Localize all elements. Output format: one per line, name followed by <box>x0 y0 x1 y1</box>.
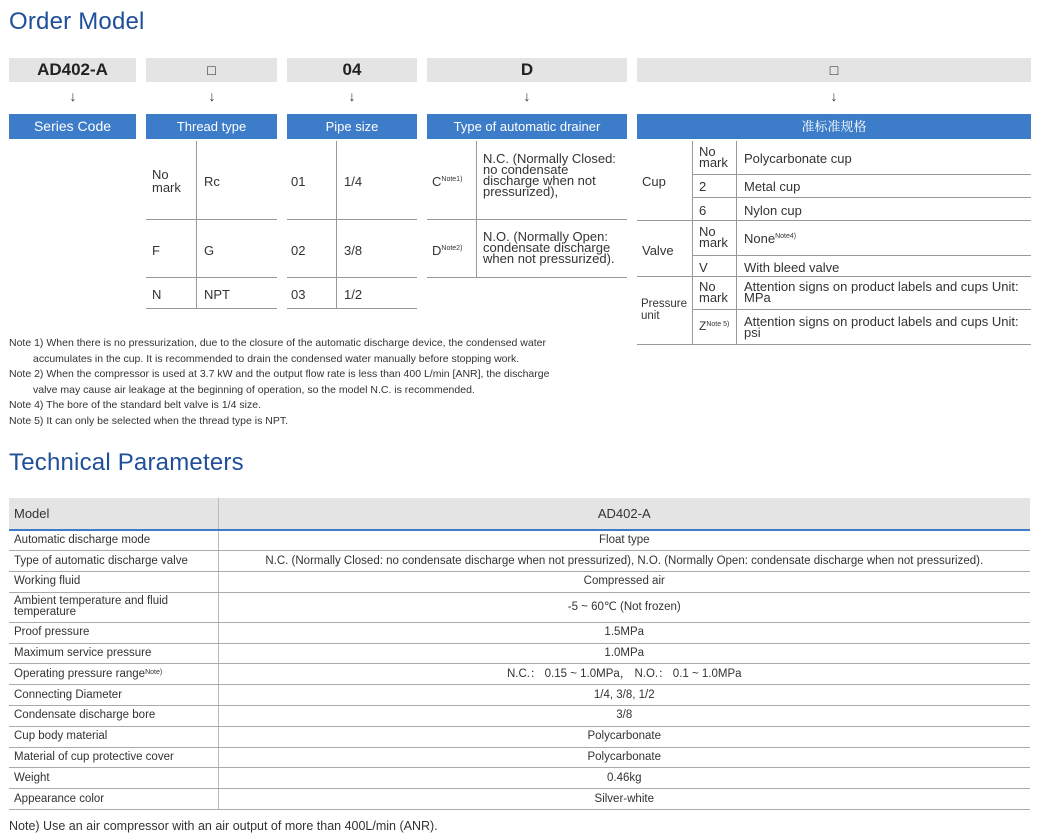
divider <box>476 141 477 277</box>
divider <box>146 277 277 278</box>
thread-name: Rc <box>204 174 220 189</box>
table-row <box>9 768 1030 789</box>
header-drainer-type: Type of automatic drainer <box>427 114 627 139</box>
param-label-text: Type of automatic discharge valve <box>14 554 188 567</box>
option-desc: Attention signs on product labels and cups Unit: psi <box>744 314 1019 340</box>
option-code: 2 <box>699 179 707 194</box>
thread-name: G <box>204 243 215 258</box>
divider <box>427 277 627 278</box>
param-value: 1.0MPa <box>218 643 1030 664</box>
param-value: Polycarbonate <box>218 726 1030 747</box>
thread-code: F <box>152 243 160 258</box>
param-label <box>9 768 218 789</box>
pipe-code: 01 <box>291 174 306 189</box>
note-2-cont: valve may cause air leakage at the beginning of operation, so the model N.C. is recommended. <box>33 383 475 396</box>
divider <box>196 141 197 308</box>
pipe-size: 1/2 <box>344 287 363 302</box>
param-label-text: Ambient temperature and fluid temperature <box>14 595 169 619</box>
param-value: Float type <box>218 530 1030 551</box>
param-label <box>9 726 218 747</box>
table-row <box>9 530 1030 551</box>
table-row <box>9 706 1030 727</box>
option-desc: Metal cup <box>744 179 801 194</box>
arrow-down-icon: ↓ <box>523 88 531 104</box>
code-thread: □ <box>146 58 277 82</box>
table-row <box>9 592 1030 622</box>
thread-code: No mark <box>152 167 181 195</box>
option-desc: With bleed valve <box>744 260 840 275</box>
param-label <box>9 789 218 810</box>
arrow-down-icon: ↓ <box>208 88 216 104</box>
table-row <box>9 789 1030 810</box>
divider <box>427 219 627 220</box>
param-value: 3/8 <box>218 706 1030 727</box>
param-label-text: Weight <box>14 771 50 784</box>
divider <box>692 174 1031 175</box>
table-row <box>9 664 1030 685</box>
param-label <box>9 622 218 643</box>
param-value: Silver-white <box>218 789 1030 810</box>
divider <box>287 277 417 278</box>
note-4: Note 4) The bore of the standard belt valve is 1/4 size. <box>9 399 261 411</box>
drainer-code: $D^{Note2)}$ <box>432 243 463 258</box>
param-label <box>9 643 218 664</box>
technical-parameters-table <box>9 498 1030 810</box>
table-row <box>9 572 1030 593</box>
option-code: $Z^{Note 5)}$ <box>699 319 730 333</box>
param-label <box>9 592 218 622</box>
pipe-code: 02 <box>291 243 306 258</box>
param-value: Compressed air <box>218 572 1030 593</box>
drainer-code: $C^{Note1)}$ <box>432 174 463 189</box>
order-model-title: Order Model <box>9 8 145 35</box>
param-label-text: Maximum service pressure <box>14 647 152 660</box>
pipe-size: 3/8 <box>344 243 363 258</box>
divider <box>692 255 1031 256</box>
param-label-text: Appearance color <box>14 792 105 805</box>
option-code: No mark <box>699 279 728 305</box>
option-code: No mark <box>699 224 728 250</box>
table-row <box>9 747 1030 768</box>
divider <box>637 220 1031 221</box>
drainer-desc: N.C. (Normally Closed: no condensate discharge when not pressurized), <box>483 151 616 199</box>
param-label <box>9 706 218 727</box>
param-value: N.C. (Normally Closed: no condensate discharge when not pressurized), N.O. (Normally Open: condensate discharge when not pressurized). <box>218 551 1030 572</box>
param-label <box>9 664 218 685</box>
param-label-text: Material of cup protective cover <box>14 751 174 764</box>
option-code: 6 <box>699 203 707 218</box>
param-value: 1/4, 3/8, 1/2 <box>218 685 1030 706</box>
option-cup-label: Cup <box>642 174 666 189</box>
drainer-desc: N.O. (Normally Open: condensate discharge when not pressurized). <box>483 229 615 266</box>
technical-parameters-title: Technical Parameters <box>9 449 244 476</box>
param-label <box>9 530 218 551</box>
code-option: □ <box>637 58 1031 82</box>
pipe-size: 1/4 <box>344 174 363 189</box>
param-label <box>9 572 218 593</box>
option-code: V <box>699 260 708 275</box>
param-value: -5 ~ 60℃ (Not frozen) <box>218 592 1030 622</box>
code-series: AD402-A <box>9 58 136 82</box>
divider <box>692 197 1031 198</box>
arrow-down-icon: ↓ <box>348 88 356 104</box>
arrow-down-icon: ↓ <box>830 88 838 104</box>
param-label <box>9 685 218 706</box>
param-label <box>9 747 218 768</box>
param-label-text: Operating pressure range <box>14 667 146 680</box>
table-header-cell: Model <box>9 498 218 530</box>
param-label-text: Working fluid <box>14 575 81 588</box>
divider <box>637 276 1031 277</box>
param-value: 1.5MPa <box>218 622 1030 643</box>
table-row <box>9 685 1030 706</box>
param-label-text: Condensate discharge bore <box>14 709 156 722</box>
param-label-text: Connecting Diameter <box>14 688 123 701</box>
param-label-note: Note) <box>145 668 163 676</box>
header-option: 准标准规格 <box>637 114 1031 139</box>
table-row <box>9 551 1030 572</box>
code-drainer: D <box>427 58 627 82</box>
option-desc: Nylon cup <box>744 203 802 218</box>
thread-name: NPT <box>204 287 230 302</box>
param-value: Polycarbonate <box>218 747 1030 768</box>
param-label-text: Cup body material <box>14 730 108 743</box>
note-5: Note 5) It can only be selected when the thread type is NPT. <box>9 414 288 427</box>
divider <box>637 344 1031 345</box>
header-thread-type: Thread type <box>146 114 277 139</box>
divider <box>736 141 737 344</box>
param-label-text: Proof pressure <box>14 626 90 639</box>
pipe-code: 03 <box>291 287 306 302</box>
divider <box>692 141 693 344</box>
divider <box>287 308 417 309</box>
table-header-row <box>9 498 1030 530</box>
table-header-cell: AD402-A <box>218 498 1030 530</box>
divider <box>146 219 277 220</box>
divider <box>287 219 417 220</box>
divider <box>692 309 1031 310</box>
code-pipe: 04 <box>287 58 417 82</box>
option-code: No mark <box>699 144 728 170</box>
note-1: Note 1) When there is no pressurization, due to the closure of the automatic discharge device, the condensed water <box>9 337 546 349</box>
param-label-text: Automatic discharge mode <box>14 534 151 547</box>
table-row <box>9 622 1030 643</box>
tech-footnote: Note) Use an air compressor with an air output of more than 400L/min (ANR). <box>9 819 438 833</box>
table-row <box>9 726 1030 747</box>
option-valve-label: Valve <box>642 243 674 258</box>
param-label <box>9 551 218 572</box>
note-2: Note 2) When the compressor is used at 3.7 kW and the output flow rate is less than 400 L/min [ANR], the discharge <box>9 368 550 380</box>
param-value: 0.46kg <box>218 768 1030 789</box>
arrow-down-icon: ↓ <box>69 88 77 104</box>
divider <box>336 141 337 308</box>
option-pressure-label: Pressure unit <box>641 298 688 322</box>
thread-code: N <box>152 287 162 302</box>
option-desc: Polycarbonate cup <box>744 151 852 166</box>
divider <box>146 308 277 309</box>
header-series-code: Series Code <box>9 114 136 139</box>
order-notes <box>9 336 549 429</box>
param-value: N.C.： 0.15 ~ 1.0MPa， N.O.： 0.1 ~ 1.0MPa <box>218 664 1030 685</box>
option-desc: Attention signs on product labels and cups Unit: MPa <box>744 279 1019 305</box>
note-1-cont: accumulates in the cup. It is recommended to drain the condensed water manually before stopping work. <box>33 352 520 365</box>
option-desc: None$^{Note4)}$ <box>744 231 797 246</box>
header-pipe-size: Pipe size <box>287 114 417 139</box>
table-row <box>9 643 1030 664</box>
